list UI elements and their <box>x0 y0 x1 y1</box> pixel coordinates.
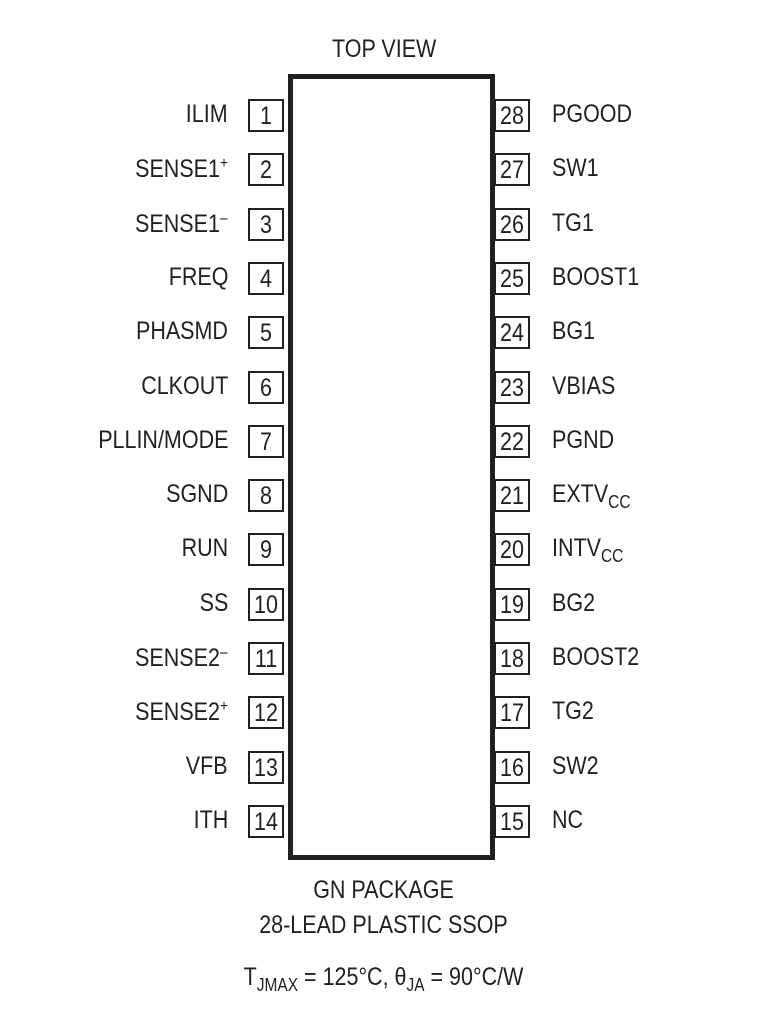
left-pin-box <box>248 208 284 241</box>
left-pin-name: VFB <box>186 751 228 780</box>
left-pin-number: 11 <box>254 645 278 673</box>
left-pin-number: 7 <box>260 427 272 456</box>
left-pin-box <box>248 805 284 838</box>
right-pin-number: 28 <box>500 102 524 130</box>
theta-symbol: θ <box>394 963 407 991</box>
right-pin-name: TG2 <box>552 697 594 726</box>
left-pin-name: PLLIN/MODE <box>97 425 228 454</box>
right-pin-number: 16 <box>500 753 524 782</box>
right-pin-box <box>494 208 530 241</box>
left-pin-box <box>248 99 284 132</box>
left-pin-name: SENSE2– <box>135 644 228 672</box>
left-pin-box <box>248 588 284 621</box>
right-pin-name: PGOOD <box>552 100 633 128</box>
left-pin-number: 2 <box>260 156 272 185</box>
right-pin-box <box>494 153 530 186</box>
right-pin-name: BOOST1 <box>552 262 640 291</box>
left-pin-number: 13 <box>254 753 278 782</box>
right-pin-number: 18 <box>500 645 524 673</box>
right-pin-box <box>494 262 530 295</box>
left-pin-box <box>248 262 284 295</box>
right-pin-name: SW1 <box>552 154 599 183</box>
right-pin-number: 17 <box>500 699 524 728</box>
right-pin-box <box>494 425 530 458</box>
package-description: 28-LEAD PLASTIC SSOP <box>259 911 508 939</box>
right-pin-number: 23 <box>500 373 524 402</box>
left-pin-name: RUN <box>181 534 228 563</box>
left-pin-box <box>248 316 284 349</box>
left-pin-name: SENSE1+ <box>135 155 228 184</box>
left-pin-name: SENSE2+ <box>135 698 228 727</box>
right-pin-box <box>494 479 530 512</box>
left-pin-number: 9 <box>260 536 272 565</box>
right-pin-number: 20 <box>500 536 524 565</box>
right-pin-box <box>494 805 530 838</box>
left-pin-number: 10 <box>254 590 278 619</box>
right-pin-name: BG1 <box>552 317 596 346</box>
right-pin-box <box>494 751 530 784</box>
package-name: GN PACKAGE <box>313 876 454 904</box>
left-pin-box <box>248 751 284 784</box>
right-pin-name: NC <box>552 805 584 834</box>
tjmax-value: = 125°C, <box>298 963 395 991</box>
left-pin-name: FREQ <box>168 262 228 291</box>
left-pin-name: PHASMD <box>136 317 228 346</box>
left-pin-box <box>248 153 284 186</box>
right-pin-name: BOOST2 <box>552 643 640 671</box>
right-pin-name: VBIAS <box>552 371 616 400</box>
tjmax-subscript: JMAX <box>256 975 299 995</box>
left-pin-box <box>248 642 284 675</box>
right-pin-name: TG1 <box>552 208 594 237</box>
right-pin-number: 15 <box>500 807 524 836</box>
left-pin-box <box>248 425 284 458</box>
theta-value: = 90°C/W <box>424 963 524 991</box>
left-pin-number: 5 <box>260 319 272 348</box>
left-pin-box <box>248 533 284 566</box>
right-pin-number: 26 <box>500 210 524 239</box>
left-pin-box <box>248 479 284 512</box>
left-pin-box <box>248 371 284 404</box>
right-pin-name: SW2 <box>552 751 599 780</box>
left-pin-name: ILIM <box>186 100 228 128</box>
right-pin-name: PGND <box>552 425 615 454</box>
tjmax-symbol: T <box>243 963 257 991</box>
left-pin-name: SENSE1– <box>135 209 228 238</box>
right-pin-box <box>494 99 530 132</box>
right-pin-box <box>494 371 530 404</box>
thermal-spec <box>54 965 714 994</box>
right-pin-box <box>494 642 530 675</box>
right-pin-name: $INTV_{CC}$ <box>552 534 624 567</box>
right-pin-number: 22 <box>500 427 524 456</box>
right-pin-name: $EXTV_{CC}$ <box>552 480 631 513</box>
left-pin-number: 4 <box>260 264 272 293</box>
right-pin-box <box>494 588 530 621</box>
right-pin-box <box>494 316 530 349</box>
right-pin-number: 21 <box>500 482 524 511</box>
ic-package-body <box>288 74 495 860</box>
right-pin-box <box>494 696 530 729</box>
right-pin-name: BG2 <box>552 588 596 617</box>
left-pin-number: 14 <box>254 807 278 836</box>
right-pin-number: 27 <box>500 156 524 185</box>
left-pin-number: 6 <box>260 373 272 402</box>
left-pin-box <box>248 696 284 729</box>
top-view-label: TOP VIEW <box>332 35 437 63</box>
right-pin-number: 24 <box>500 319 524 348</box>
left-pin-name: CLKOUT <box>140 371 228 400</box>
left-pin-name: SGND <box>165 480 228 509</box>
left-pin-name: ITH <box>193 805 228 834</box>
left-pin-number: 12 <box>254 699 278 728</box>
left-pin-number: 8 <box>260 482 272 511</box>
left-pin-name: SS <box>199 588 228 617</box>
theta-subscript: JA <box>406 975 425 995</box>
left-pin-number: 1 <box>260 102 272 130</box>
left-pin-number: 3 <box>260 210 272 239</box>
right-pin-number: 25 <box>500 264 524 293</box>
right-pin-number: 19 <box>500 590 524 619</box>
right-pin-box <box>494 533 530 566</box>
